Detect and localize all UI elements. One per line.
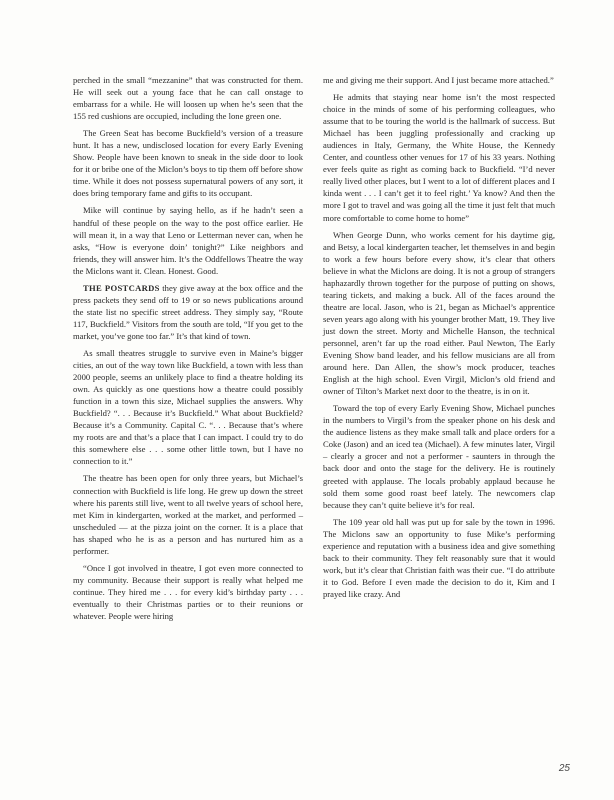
paragraph-text: perched in the small “mezzanine” that was constructed for them. He will seek out a young face that he can call onstage to embarrass for a while. He will loosen up when he’s seen that the 155 red cushions are occupied, including the lone green one. bbox=[73, 75, 303, 122]
paragraph bbox=[323, 516, 555, 600]
paragraph bbox=[73, 562, 303, 622]
paragraph-text: The theatre has been open for only three years, but Michael’s connection with Buckfield is life long. He grew up down the street where his parents still live, went to all twelve years of school here, met Kim in kindergarten, worked at the market, and performed – unscheduled — at the pizza joint on the corner. It is a place that has shaped who he is as a person and has nurtured him as a performer. bbox=[73, 473, 303, 556]
right-column bbox=[323, 74, 555, 605]
paragraph-text: He admits that staying near home isn’t the most respected choice in the minds of some of his performing colleagues, who assume that to be touring the world is the hallmark of success. But Michael has been juggling professionally and cracking up audiences in Italy, Germany, the White House, the Kennedy Center, and countless other venues for 17 of his 33 years. Nothing ever feels quite as right as coming back to Buckfield. “I’d never really lived other places, but I went to a lot of different places and I kinda went . . . I can’t get it to feel right.’ Ya know? And then the more I got to travel and was going all the time it just felt that much more comfortable to come home to home” bbox=[323, 92, 555, 223]
paragraph-text: they give away at the box office and the press packets they send off to 19 or so news publications around the state list no specific street address. They simply say, “Route 117, Buckfield.” Visitors from the south are told, “If you get to the market, you’ve gone too far.” It’s that kind of town. bbox=[73, 282, 303, 341]
lead-in: THE POSTCARDS bbox=[83, 282, 160, 293]
paragraph-text: “Once I got involved in theatre, I got even more connected to my community. Because their support is really what helped me continue. They hired me . . . for every kid’s birthday party . . . eventually to their Christmas parties or to their reunions or whatever. People were hiring bbox=[73, 562, 303, 621]
paragraph bbox=[73, 127, 303, 199]
paragraph-text: Mike will continue by saying hello, as if he hadn’t seen a handful of these people on the way to the post office earlier. He will mean it, in a way that Leno or Letterman never can, when he asks, “How is everyone doin’ tonight?” Like neighbors and friends, they will answer him. It’s the Oddfellows Theatre the way the Miclons want it. Clean. Honest. Good. bbox=[73, 205, 303, 276]
paragraph-text: When George Dunn, who works cement for his daytime gig, and Betsy, a local kindergarten teacher, let themselves in and begin to work a few hours before every show, it’s clear that others believe in what the Miclons are doing. It is not a group of strangers haphazardly thrown together for the purpose of putting on shows, tearing tickets, and making a buck. All of the faces around the theatre are local. Jason, who is 21, began as Michael’s apprentice seven years ago along with his younger brother Matt, 19. They live just down the street. Morty and Michelle Hanson, the technical personnel, aren’t far up the road either. Paul Newton, The Early Evening Show band leader, and his fellow musicians are all from around here. Dan Allen, the show’s mock producer, teaches English at the high school. Even Virgil, Miclon’s old friend and owner of Tilton’s Market next door to the theatre, is in on it. bbox=[323, 229, 555, 397]
paragraph bbox=[323, 402, 555, 510]
paragraph bbox=[323, 74, 555, 86]
paragraph-text: The 109 year old hall was put up for sale by the town in 1996. The Miclons saw an opportunity to fuse Mike’s performing experience and reputation with a business idea and give something back to their community. They felt reasonably sure that it would work, but it’s clear that Christian faith was their cue. “I do attribute it to God. Before I even made the decision to do it, Kim and I prayed like crazy. And bbox=[323, 516, 555, 599]
paragraph bbox=[73, 347, 303, 467]
paragraph-text: As small theatres struggle to survive even in Maine’s bigger cities, an out of the way town like Buckfield, a town with less than 2000 people, seems an unlikely place to find a theatre holding its own. As quickly as one questions how a theatre could possibly function in a town this size, Michael supplies the answers. Why Buckfield? “. . . Because it’s Buckfield.” What about Buckfield? Because it’s a Community. Capital C. “. . . Because that’s where my roots are and that’s a place that I can impact. I could try to do this somewhere else . . . some other little town, but I have no connection to it.” bbox=[73, 347, 303, 467]
page-number: 25 bbox=[558, 763, 570, 774]
paragraph bbox=[323, 91, 555, 224]
left-column bbox=[73, 74, 303, 627]
paragraph bbox=[73, 472, 303, 556]
paragraph bbox=[73, 282, 303, 342]
paragraph bbox=[73, 204, 303, 276]
paragraph-text: me and giving me their support. And I just became more attached.” bbox=[323, 75, 554, 85]
paragraph-text: Toward the top of every Early Evening Show, Michael punches in the numbers to Virgil’s from the speaker phone on his desk and the audience listens as they make small talk and place orders for a Coke (Jason) and an iced tea (Michael). A few minutes later, Virgil – clearly a grocer and not a performer - saunters in through the back door and onto the stage for the delivery. He is routinely greeted with applause. The locals probably applaud because he sold them some good roast beef lately. The newcomers clap because they can’t quite believe it’s for real. bbox=[323, 403, 555, 510]
paragraph-text: The Green Seat has become Buckfield’s version of a treasure hunt. It has a new, undisclosed location for every Early Evening Show. People have been known to sneak in the side door to look for it or bribe one of the Miclon’s boys to tip them off before show time. While it does not possess supernatural powers of any sort, it does bring temporary fame and gifts to its occupant. bbox=[73, 128, 303, 199]
paragraph bbox=[73, 74, 303, 122]
paragraph bbox=[323, 229, 555, 398]
